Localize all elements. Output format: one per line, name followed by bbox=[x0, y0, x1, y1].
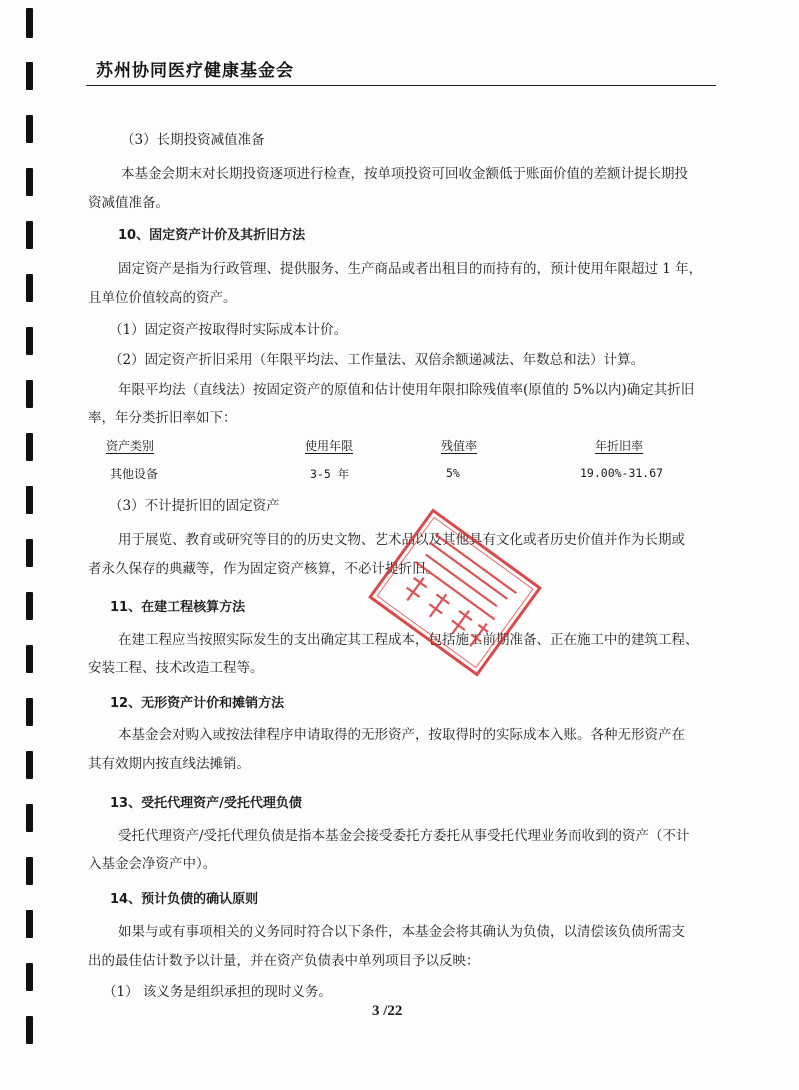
paragraph-line: 入基金会净资产中）。 bbox=[88, 856, 217, 872]
table-header-category: 资产类别 bbox=[106, 439, 155, 453]
binding-mark bbox=[26, 221, 33, 249]
binding-mark bbox=[26, 963, 33, 991]
binding-mark bbox=[26, 327, 33, 355]
paragraph-line: 且单位价值较高的资产。 bbox=[88, 290, 237, 306]
page-number: 3 /22 bbox=[372, 1003, 403, 1019]
table-cell: 其他设备 bbox=[110, 467, 159, 481]
binding-mark bbox=[26, 698, 33, 726]
paragraph-line: 受托代理资产/受托代理负债是指本基金会接受委托方委托从事受托代理业务而收到的资产（不计 bbox=[118, 828, 690, 844]
binding-mark bbox=[26, 8, 33, 38]
binding-mark bbox=[26, 804, 33, 832]
paragraph-line: 在建工程应当按照实际发生的支出确定其工程成本，包括施工前期准备、正在施工中的建筑工程、 bbox=[118, 632, 699, 648]
binding-mark bbox=[26, 910, 33, 938]
binding-mark bbox=[26, 857, 33, 885]
binding-mark bbox=[26, 1016, 33, 1044]
binding-mark bbox=[26, 751, 33, 779]
paragraph-line: 其有效期内按直线法摊销。 bbox=[88, 756, 250, 772]
header-divider bbox=[86, 85, 716, 86]
binding-mark bbox=[26, 486, 33, 514]
table-cell: 3-5 年 bbox=[310, 467, 350, 481]
paragraph-line: 固定资产是指为行政管理、提供服务、生产商品或者出租目的而持有的，预计使用年限超过 1 年， bbox=[118, 261, 703, 277]
section-heading: 12、无形资产计价和摊销方法 bbox=[110, 696, 285, 711]
paragraph-line: （3）不计提折旧的固定资产 bbox=[109, 498, 280, 514]
paragraph-line: （3）长期投资减值准备 bbox=[121, 132, 265, 148]
table-header-life: 使用年限 bbox=[305, 439, 354, 453]
paragraph-line: 安装工程、技术改造工程等。 bbox=[88, 660, 264, 676]
binding-mark bbox=[26, 539, 33, 567]
table-header-residual: 残值率 bbox=[441, 439, 478, 453]
paragraph-line: （1） 该义务是组织承担的现时义务。 bbox=[103, 984, 332, 1000]
binding-mark bbox=[26, 274, 33, 302]
paragraph-line: （2）固定资产折旧采用（年限平均法、工作量法、双倍余额递减法、年数总和法）计算。 bbox=[109, 352, 645, 368]
section-heading: 14、预计负债的确认原则 bbox=[110, 892, 259, 907]
table-cell: 19.00%-31.67 bbox=[580, 466, 664, 480]
binding-mark bbox=[26, 115, 33, 143]
paragraph-line: 出的最佳估计数予以计量，并在资产负债表中单列项目予以反映： bbox=[88, 953, 480, 969]
binding-mark bbox=[26, 433, 33, 461]
section-heading: 13、受托代理资产/受托代理负债 bbox=[110, 796, 302, 811]
paragraph-line: 本基金会对购入或按法律程序申请取得的无形资产，按取得时的实际成本入账。各种无形资产在 bbox=[118, 727, 685, 743]
paragraph-line: 本基金会期末对长期投资逐项进行检查，按单项投资可回收金额低于账面价值的差额计提长期投 bbox=[121, 166, 688, 182]
table-header-rate: 年折旧率 bbox=[595, 439, 644, 453]
section-heading: 10、固定资产计价及其折旧方法 bbox=[118, 228, 306, 243]
binding-mark bbox=[26, 592, 33, 620]
paragraph-line: （1）固定资产按取得时实际成本计价。 bbox=[109, 322, 348, 338]
paragraph-line: 如果与或有事项相关的义务同时符合以下条件，本基金会将其确认为负债，以清偿该负债所需支 bbox=[118, 924, 685, 940]
section-heading: 11、在建工程核算方法 bbox=[110, 600, 246, 615]
binding-mark bbox=[26, 168, 33, 196]
paragraph-line: 用于展览、教育或研究等目的的历史文物、艺术品以及其他具有文化或者历史价值并作为长期或 bbox=[118, 532, 685, 548]
document-header-title: 苏州协同医疗健康基金会 bbox=[96, 61, 294, 81]
paragraph-line: 率，年分类折旧率如下： bbox=[88, 410, 237, 426]
binding-mark bbox=[26, 645, 33, 673]
binding-mark bbox=[26, 380, 33, 408]
binding-mark bbox=[26, 62, 33, 90]
table-cell: 5% bbox=[446, 466, 460, 480]
paragraph-line: 者永久保存的典藏等，作为固定资产核算，不必计提折旧。 bbox=[88, 561, 439, 577]
paragraph-line: 资减值准备。 bbox=[88, 195, 169, 211]
paragraph-line: 年限平均法（直线法）按固定资产的原值和估计使用年限扣除残值率(原值的 5%以内)确定其折旧 bbox=[118, 382, 695, 398]
